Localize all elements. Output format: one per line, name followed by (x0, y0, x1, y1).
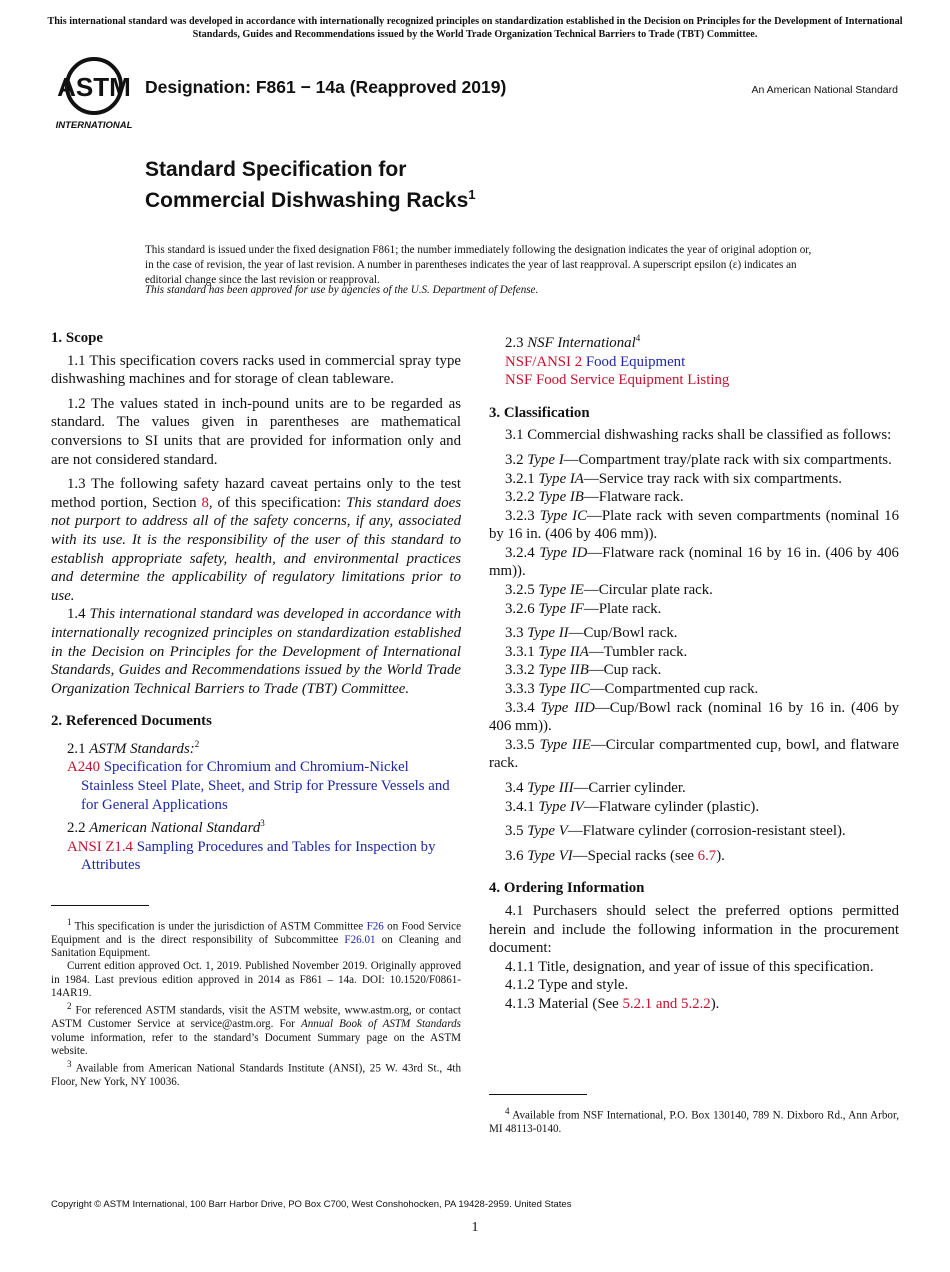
classification-item: 3.2.2 Type IB—Flatware rack. (505, 489, 684, 506)
classification-item: 3.2.4 Type ID—Flatware rack (nominal 16 by 16 in. (406 by 406 mm)). (489, 544, 899, 580)
ref-a240-title[interactable]: Specification for Chromium and Chromium-Nickel Stainless Steel Plate, Sheet, and Strip for Pressure Vessels and for General Applications (81, 759, 450, 813)
right-footnotes (489, 1094, 899, 1139)
classification-item: 3.3.4 Type IID—Cup/Bowl rack (nominal 16 by 16 in. (406 by 406 mm)). (489, 699, 899, 735)
logo-letters: ASTM (57, 72, 131, 102)
classification-item: 3.5 Type V—Flatware cylinder (corrosion-resistant steel). (505, 823, 846, 840)
reference-a240 (51, 758, 461, 814)
reference-nsf-ansi-2 (489, 353, 899, 372)
classification-item: 3.3.5 Type IIE—Circular compartmented cup, bowl, and flatware rack. (489, 736, 899, 772)
footnote-divider-right (489, 1094, 587, 1095)
para-3-6: 3.6 Type VI—Special racks (see 6.7). (505, 847, 725, 864)
para-3-1: 3.1 Commercial dishwashing racks shall be classified as follows: (505, 427, 892, 444)
ref-nsf-code[interactable]: NSF/ANSI 2 (505, 353, 583, 370)
ref-ansi-title[interactable]: Sampling Procedures and Tables for Inspection by Attributes (81, 838, 436, 874)
classification-item: 3.2.5 Type IE—Circular plate rack. (505, 582, 713, 599)
dod-approval-note: This standard has been approved for use by agencies of the U.S. Department of Defense. (145, 284, 539, 296)
footnote-4: $^4$ Available from NSF International, P.O. Box 130140, 789 N. Dixboro Rd., Ann Arbor, MI 48113-0140. (489, 1106, 899, 1135)
tbt-notice: This international standard was developed in accordance with internationally recognized principles on standardization established in the Decision on Principles for the Development of International Standards, Guides and Recommendations issued by the World Trade Organization Technical Barriers to Trade (TBT) Committee. (47, 16, 903, 40)
para-4-1: 4.1 Purchasers should select the preferred options permitted herein and include the following information in the procurement document: (489, 902, 899, 957)
classification-item: 3.3 Type II—Cup/Bowl rack. (505, 625, 678, 642)
footnote-1-edition: Current edition approved Oct. 1, 2019. Published November 2019. Originally approved in 1984. Last previous edition approved in 2014 as F861 – 14a. DOI: 10.1520/F0861-14AR19. (51, 960, 461, 1000)
section-2-heading: 2. Referenced Documents (51, 713, 212, 730)
para-1-1: 1.1 This specification covers racks used in commercial spray type dishwashing machines and for storage of clean tableware. (51, 352, 461, 388)
f26-01-link[interactable]: F26.01 (344, 933, 376, 946)
classification-item: 3.2.1 Type IA—Service tray rack with six compartments. (505, 470, 842, 487)
ref-ansi-code[interactable]: ANSI Z1.4 (67, 838, 133, 855)
para-2-3: 2.3 NSF International$^4$ (505, 333, 641, 351)
ref-nsf-title[interactable]: Food Equipment (585, 353, 686, 370)
classification-item: 3.2.6 Type IF—Plate rack. (505, 600, 662, 617)
right-column (489, 329, 899, 1014)
para-1-4: 1.4 This international standard was developed in accordance with internationally recognized principles on standardization established in the Decision on Principles for the Development of International Standards, Guides and Recommendations issued by the World Trade Organization Technical Barriers to Trade (TBT) Committee. (51, 606, 461, 697)
section-5-2-link[interactable]: 5.2.1 and 5.2.2 (622, 995, 711, 1012)
footnote-divider (51, 905, 149, 906)
para-4-1-1: 4.1.1 Title, designation, and year of issue of this specification. (505, 958, 874, 975)
footnote-2: $^2$ For referenced ASTM standards, visit the ASTM website, www.astm.org, or contact ASTM Customer Service at service@astm.org. For Annual Book of ASTM Standards volume information, refer to the standard’s Document Summary page on the ASTM website. (51, 1001, 461, 1057)
copyright-footer: Copyright © ASTM International, 100 Barr Harbor Drive, PO Box C700, West Conshohocken, PA 19428-2959. United States (51, 1199, 572, 1210)
reference-nsf-listing[interactable]: NSF Food Service Equipment Listing (505, 372, 730, 389)
title-line-2: Commercial Dishwashing Racks$^1$ (145, 187, 476, 212)
classification-item: 3.3.2 Type IIB—Cup rack. (505, 662, 662, 679)
footnote-ref-3[interactable]: 3 (260, 818, 265, 829)
section-1-heading: 1. Scope (51, 330, 103, 346)
footnote-ref-2[interactable]: 2 (194, 738, 200, 749)
ref-a240-code[interactable]: A240 (67, 759, 100, 776)
section-6-7-link[interactable]: 6.7 (697, 847, 717, 864)
section-8-link[interactable]: 8 (201, 494, 209, 511)
footnote-3: $^3$ Available from American National Standards Institute (ANSI), 25 W. 43rd St., 4th Floor, New York, NY 10036. (51, 1059, 461, 1089)
document-title (145, 157, 476, 213)
para-2-1: 2.1 ASTM Standards:$^2$ (67, 738, 200, 757)
footnote-ref-4[interactable]: 4 (635, 333, 641, 343)
para-1-3: 1.3 The following safety hazard caveat pertains only to the test method portion, Section 8, of this specification: This standard does not purport to address all of the safety concerns, if any, associated with its use. It is the responsibility of the user of this standard to establish appropriate safety, health, and environmental practices and determine the applicability of regulatory limitations prior to use. (51, 476, 462, 604)
classification-item: 3.2 Type I—Compartment tray/plate rack with six compartments. (505, 451, 892, 468)
astm-logo-icon (52, 56, 136, 132)
designation: Designation: F861 − 14a (Reapproved 2019) (145, 77, 507, 97)
designation-note: This standard is issued under the fixed designation F861; the number immediately following the designation indicates the year of original adoption or, in the case of revision, the year of last revision. A number in parentheses indicates the year of last reapproval. A superscript epsilon (ε) indicates an editorial change since the last revision or reapproval. (145, 244, 812, 286)
para-1-2: 1.2 The values stated in inch-pound units are to be regarded as standard. The values given in parentheses are mathematical conversions to SI units that are provided for information only and are not considered standard. (51, 395, 461, 468)
classification-item: 3.3.3 Type IIC—Compartmented cup rack. (505, 681, 759, 698)
classification-item: 3.4 Type III—Carrier cylinder. (505, 780, 686, 796)
section-3-heading: 3. Classification (489, 404, 590, 421)
classification-item: 3.3.1 Type IIA—Tumbler rack. (505, 643, 688, 660)
para-2-2: 2.2 American National Standard$^3$ (67, 818, 265, 837)
title-footnote-ref[interactable]: 1 (468, 187, 476, 202)
logo-subtitle: INTERNATIONAL (55, 120, 133, 131)
section-4-heading: 4. Ordering Information (489, 880, 645, 897)
classification-item: 3.2.3 Type IC—Plate rack with seven compartments (nominal 16 by 16 in. (406 by 406 mm)). (489, 507, 900, 543)
classification-list (489, 451, 899, 841)
classification-item: 3.4.1 Type IV—Flatware cylinder (plastic). (505, 798, 760, 815)
para-4-1-2: 4.1.2 Type and style. (505, 977, 629, 994)
footnote-1: $^1$ This specification is under the jurisdiction of ASTM Committee F26 on Food Service Equipment and is the direct responsibility of Subcommittee F26.01 on Cleaning and Sanitation Equipment. (51, 916, 462, 960)
american-national-standard: An American National Standard (751, 84, 898, 96)
f26-link[interactable]: F26 (366, 920, 384, 933)
para-4-1-3: 4.1.3 Material (See 5.2.1 and 5.2.2). (505, 995, 720, 1012)
page-number: 1 (471, 1220, 479, 1235)
left-column (51, 329, 461, 1090)
title-line-1: Standard Specification for (145, 158, 407, 181)
astm-logo (52, 56, 136, 132)
reference-ansi-z14 (51, 838, 461, 875)
